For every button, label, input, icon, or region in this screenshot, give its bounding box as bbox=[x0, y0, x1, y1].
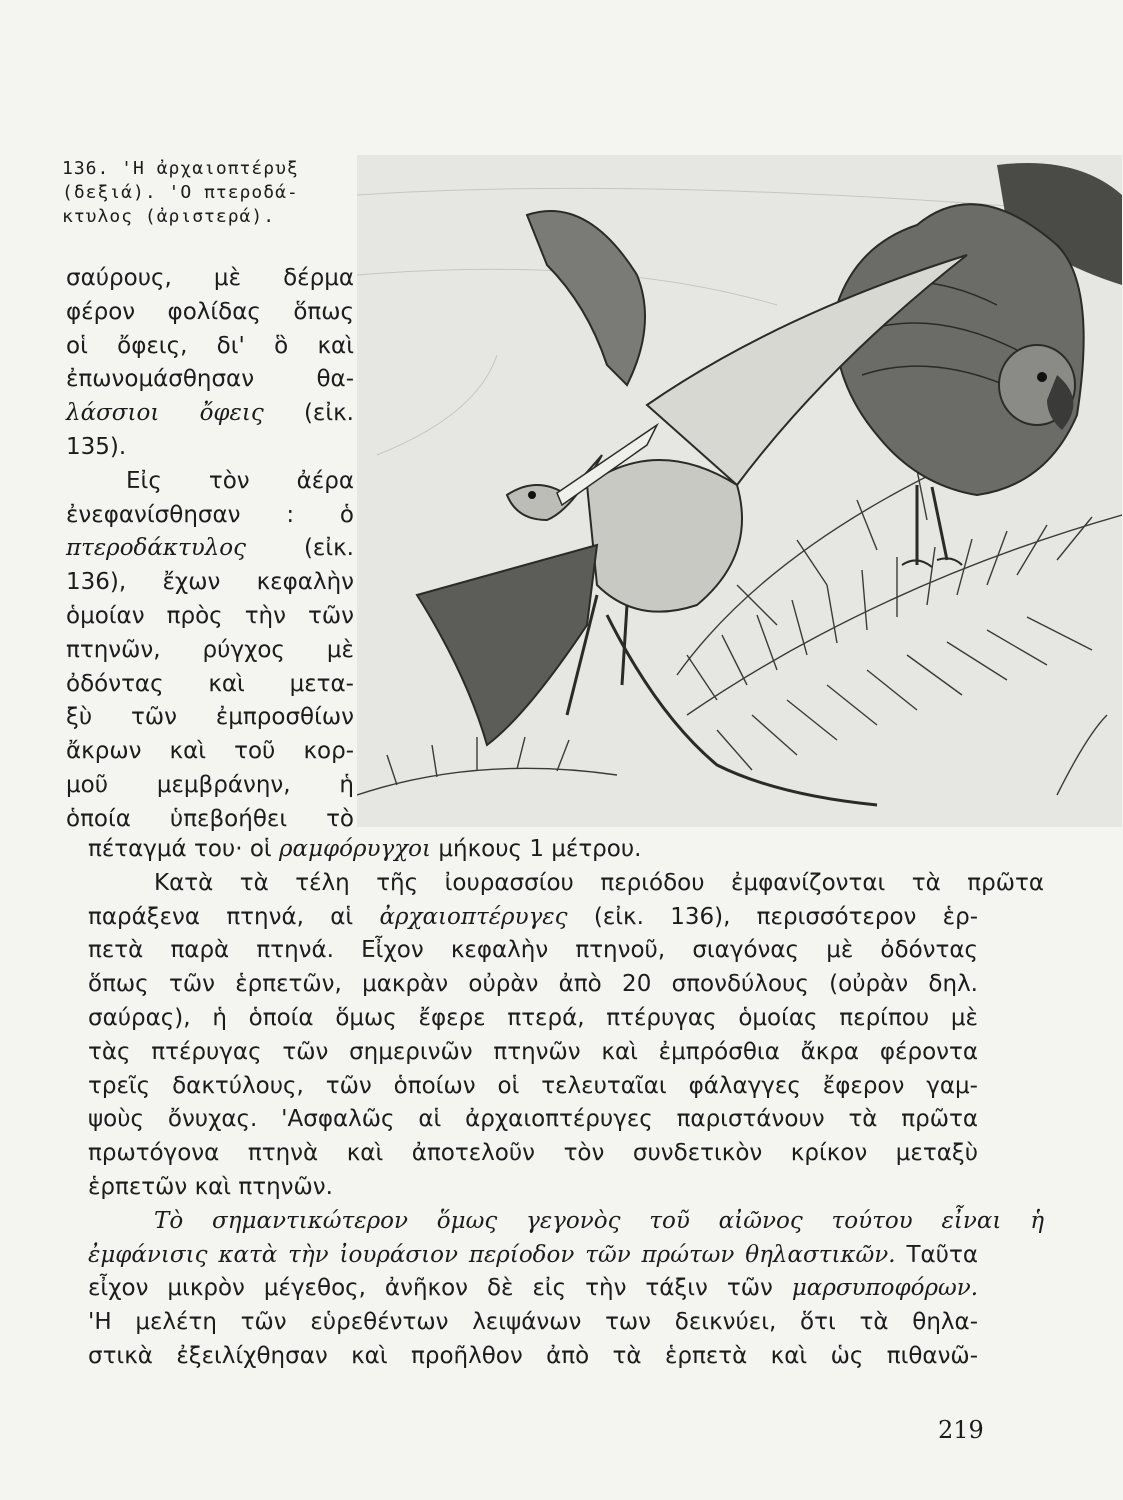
figure-caption bbox=[62, 157, 352, 229]
text-line: ξὺ τῶν ἐμπροσθίων bbox=[66, 704, 354, 731]
text-line: φέρον φολίδας ὅπως bbox=[66, 298, 354, 325]
text-line: μοῦ μεμβράνην, ἡ bbox=[66, 771, 354, 798]
illustration-drawing bbox=[357, 155, 1122, 827]
text-fragment: μήκους 1 μέτρου. bbox=[438, 836, 642, 862]
text-fragment: εἶχον μικρὸν μέγεθος, ἀνῆκον δὲ εἰς τὴν τάξιν τῶν bbox=[88, 1275, 773, 1302]
main-text bbox=[88, 833, 1044, 1374]
text-line: Τὸ σημαντικώτερον ὅμως γεγονὸς τοῦ αἰῶνος τούτου εἶναι ἡ bbox=[154, 1207, 1044, 1234]
text-line: οἱ ὄφεις, δι' ὃ καὶ bbox=[66, 332, 354, 359]
text-line bbox=[88, 1239, 978, 1273]
text-fragment: (εἰκ. bbox=[303, 535, 354, 562]
side-column-text bbox=[66, 262, 354, 837]
page-number: 219 bbox=[938, 1416, 984, 1444]
text-line: 135). bbox=[66, 433, 127, 460]
text-fragment: Ταῦτα bbox=[906, 1241, 978, 1268]
text-line: τὰς πτέρυγας τῶν σημερινῶν πτηνῶν καὶ ἐμπρόσθια ἄκρα φέροντα bbox=[88, 1038, 978, 1065]
text-fragment: (εἰκ. 136), περισσότερον ἑρ- bbox=[593, 903, 978, 930]
text-line bbox=[88, 901, 978, 935]
italic-term: πτεροδάκτυλος bbox=[66, 535, 247, 562]
text-line: σαύρους, μὲ δέρμα bbox=[66, 265, 354, 291]
text-line bbox=[88, 833, 708, 867]
text-line: Εἰς τὸν ἀέρα bbox=[126, 467, 354, 494]
text-line: ἐνεφανίσθησαν : ὁ bbox=[66, 501, 354, 528]
text-line bbox=[88, 1272, 978, 1306]
text-line: ὀδόντας καὶ μετα- bbox=[66, 670, 354, 697]
text-line: 'Η μελέτη τῶν εὑρεθέντων λειψάνων των δεικνύει, ὅτι τὰ θηλα- bbox=[88, 1309, 978, 1336]
text-fragment: παράξενα πτηνά, αἱ bbox=[88, 903, 354, 930]
text-line bbox=[66, 532, 354, 566]
text-line: ἄκρων καὶ τοῦ κορ- bbox=[66, 738, 354, 765]
text-line: ἐπωνομάσθησαν θα- bbox=[66, 366, 354, 393]
text-line: 136), ἔχων κεφαλὴν bbox=[66, 569, 354, 596]
italic-term: ἀρχαιοπτέρυγες bbox=[379, 903, 568, 930]
text-fragment: πέταγμά του· οἱ bbox=[88, 836, 272, 862]
text-line: πετὰ παρὰ πτηνά. Εἶχον κεφαλὴν πτηνοῦ, σιαγόνας μὲ ὀδόντας bbox=[88, 937, 978, 964]
text-line: τρεῖς δακτύλους, τῶν ὁποίων οἱ τελευταῖαι φάλαγγες ἔφερον γαμ- bbox=[88, 1072, 978, 1099]
caption-line: κτυλος (ἀριστερά). bbox=[62, 206, 276, 227]
italic-term: ἐμφάνισις κατὰ τὴν ἰουράσιον περίοδον τῶν πρώτων θηλαστικῶν. bbox=[88, 1241, 896, 1268]
text-line: σαύρας), ἡ ὁποία ὅμως ἔφερε πτερά, πτέρυγας ὁμοίας περίπου μὲ bbox=[88, 1004, 978, 1031]
text-line: ψοὺς ὄνυχας. 'Ασφαλῶς αἱ ἀρχαιοπτέρυγες παριστάνουν τὰ πρῶτα bbox=[88, 1106, 978, 1133]
pterodactyl-archaeopteryx-illustration bbox=[357, 155, 1122, 827]
text-line: Κατὰ τὰ τέλη τῆς ἰουρασσίου περιόδου ἐμφανίζονται τὰ πρῶτα bbox=[154, 869, 1044, 896]
text-line bbox=[66, 397, 354, 431]
caption-line: 136. 'Η ἀρχαιοπτέρυξ bbox=[62, 158, 299, 179]
italic-term: ραμφόρυγχοι bbox=[279, 836, 432, 862]
text-line: ἑρπετῶν καὶ πτηνῶν. bbox=[88, 1173, 333, 1200]
caption-line: (δεξιά). 'Ο πτεροδά- bbox=[62, 182, 299, 203]
text-line: ὅπως τῶν ἑρπετῶν, μακρὰν οὐρὰν ἀπὸ 20 σπονδύλους (οὐρὰν δηλ. bbox=[88, 971, 978, 998]
text-line: στικὰ ἐξειλίχθησαν καὶ προῆλθον ἀπὸ τὰ ἑρπετὰ καὶ ὡς πιθανῶ- bbox=[88, 1342, 978, 1369]
text-line: ὁποία ὑπεβοήθει τὸ bbox=[66, 805, 354, 832]
text-line: ὁμοίαν πρὸς τὴν τῶν bbox=[66, 602, 354, 629]
italic-term: λάσσιοι ὄφεις bbox=[66, 400, 264, 427]
text-line: πρωτόγονα πτηνὰ καὶ ἀποτελοῦν τὸν συνδετικὸν κρίκον μεταξὺ bbox=[88, 1140, 978, 1167]
text-line: πτηνῶν, ρύγχος μὲ bbox=[66, 636, 354, 663]
italic-term: μαρσυποφόρων. bbox=[791, 1275, 979, 1302]
text-fragment: (εἰκ. bbox=[303, 400, 354, 427]
